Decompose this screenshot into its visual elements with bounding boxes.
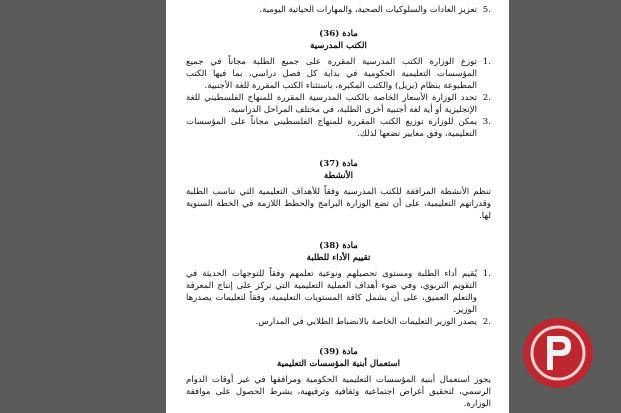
page-content (186, 4, 491, 410)
watermark-logo (523, 318, 593, 388)
article-paragraph: تنظم الأنشطة المرافقة للكتب المدرسية وفقاً للأهداف التعليمية التي تناسب الطلبة وقدراتهم التعليمية، على أن تضع الوزارة البرامج والخطط اللازمة في الخطة السنوية لها. (186, 187, 491, 221)
intro-item (186, 4, 491, 16)
article-36 (186, 28, 491, 140)
article-title: الأنشطة (323, 171, 353, 181)
item-number: 1. (482, 57, 491, 67)
list-item (186, 56, 491, 92)
article-title: استعمال أبنية المؤسسات التعليمية (276, 359, 401, 369)
article-number: مادة (39) (319, 347, 358, 357)
document-page (166, 0, 509, 413)
list-item (186, 92, 491, 116)
item-number: 2. (482, 317, 491, 327)
spacer (186, 140, 491, 146)
item-text: تحدد الوزارة الأسعار الخاصة بالكتب المدرسية المقررة للمنهاج الفلسطيني للغة الإنجليزية أو أية لغة أجنبية أخرى الطلبة، في مختلف المراحل الدراسية. (186, 93, 477, 115)
article-38 (186, 240, 491, 328)
article-title: تقييم الأداء للطلبة (306, 253, 371, 263)
list-item (186, 316, 491, 328)
spacer (186, 328, 491, 334)
item-text: يمكن للوزارة توزيع الكتب المقررة للمنهاج الفلسطيني مجاناً على المؤسسات التعليمية، وفق معايير تضعها لذلك. (186, 117, 477, 139)
article-37 (186, 158, 491, 222)
article-number: مادة (38) (319, 241, 358, 251)
list-item (186, 116, 491, 140)
item-number: 3. (482, 117, 491, 127)
watermark-icon (523, 318, 593, 388)
article-number: مادة (36) (319, 29, 358, 39)
item-text: يصدر الوزير التعليمات الخاصة بالانضباط الطلابي في المدارس. (255, 317, 477, 327)
article-39 (186, 346, 491, 410)
item-number: 5. (482, 5, 491, 15)
item-number: 1. (482, 269, 491, 279)
article-paragraph: يجوز استعمال أبنية المؤسسات التعليمية الحكومية ومرافقها في غير أوقات الدوام الرسمي، لتحقيق أغراض اجتماعية وثقافية وترفيهية، بشرط الحصول على موافقة الوزارة. (186, 375, 491, 409)
item-number: 2. (482, 93, 491, 103)
spacer (186, 222, 491, 228)
item-text: توزع الوزارة الكتب المدرسية المقررة على جميع الطلبة مجاناً في جميع المؤسسات التعليمية الحكومية في بداية كل فصل دراسي، بما فيها الكتب المطبوعة بنظام (بريل) والكتب المكبرة، باستثناء الكتب المقررة للغة الأجنبية. (186, 57, 477, 91)
item-text: تعزيز العادات والسلوكيات الصحية، والمهارات الحياتية اليومية. (259, 5, 477, 15)
list-item (186, 268, 491, 316)
article-title: الكتب المدرسية (310, 41, 367, 51)
item-text: يُقيم أداء الطلبة ومستوى تحصيلهم ونوعية تعلمهم وفقاً للتوجهات الحديثة في التقويم التربوي، وفي ضوء أهداف العملية التعليمية التي تركز على إنتاج المعرفة والتعلم العميق، على أن يشمل كافة المستويات التعليمية، وفقاً لتعليمات يصدرها الوزير. (186, 269, 477, 315)
article-number: مادة (37) (319, 159, 358, 169)
